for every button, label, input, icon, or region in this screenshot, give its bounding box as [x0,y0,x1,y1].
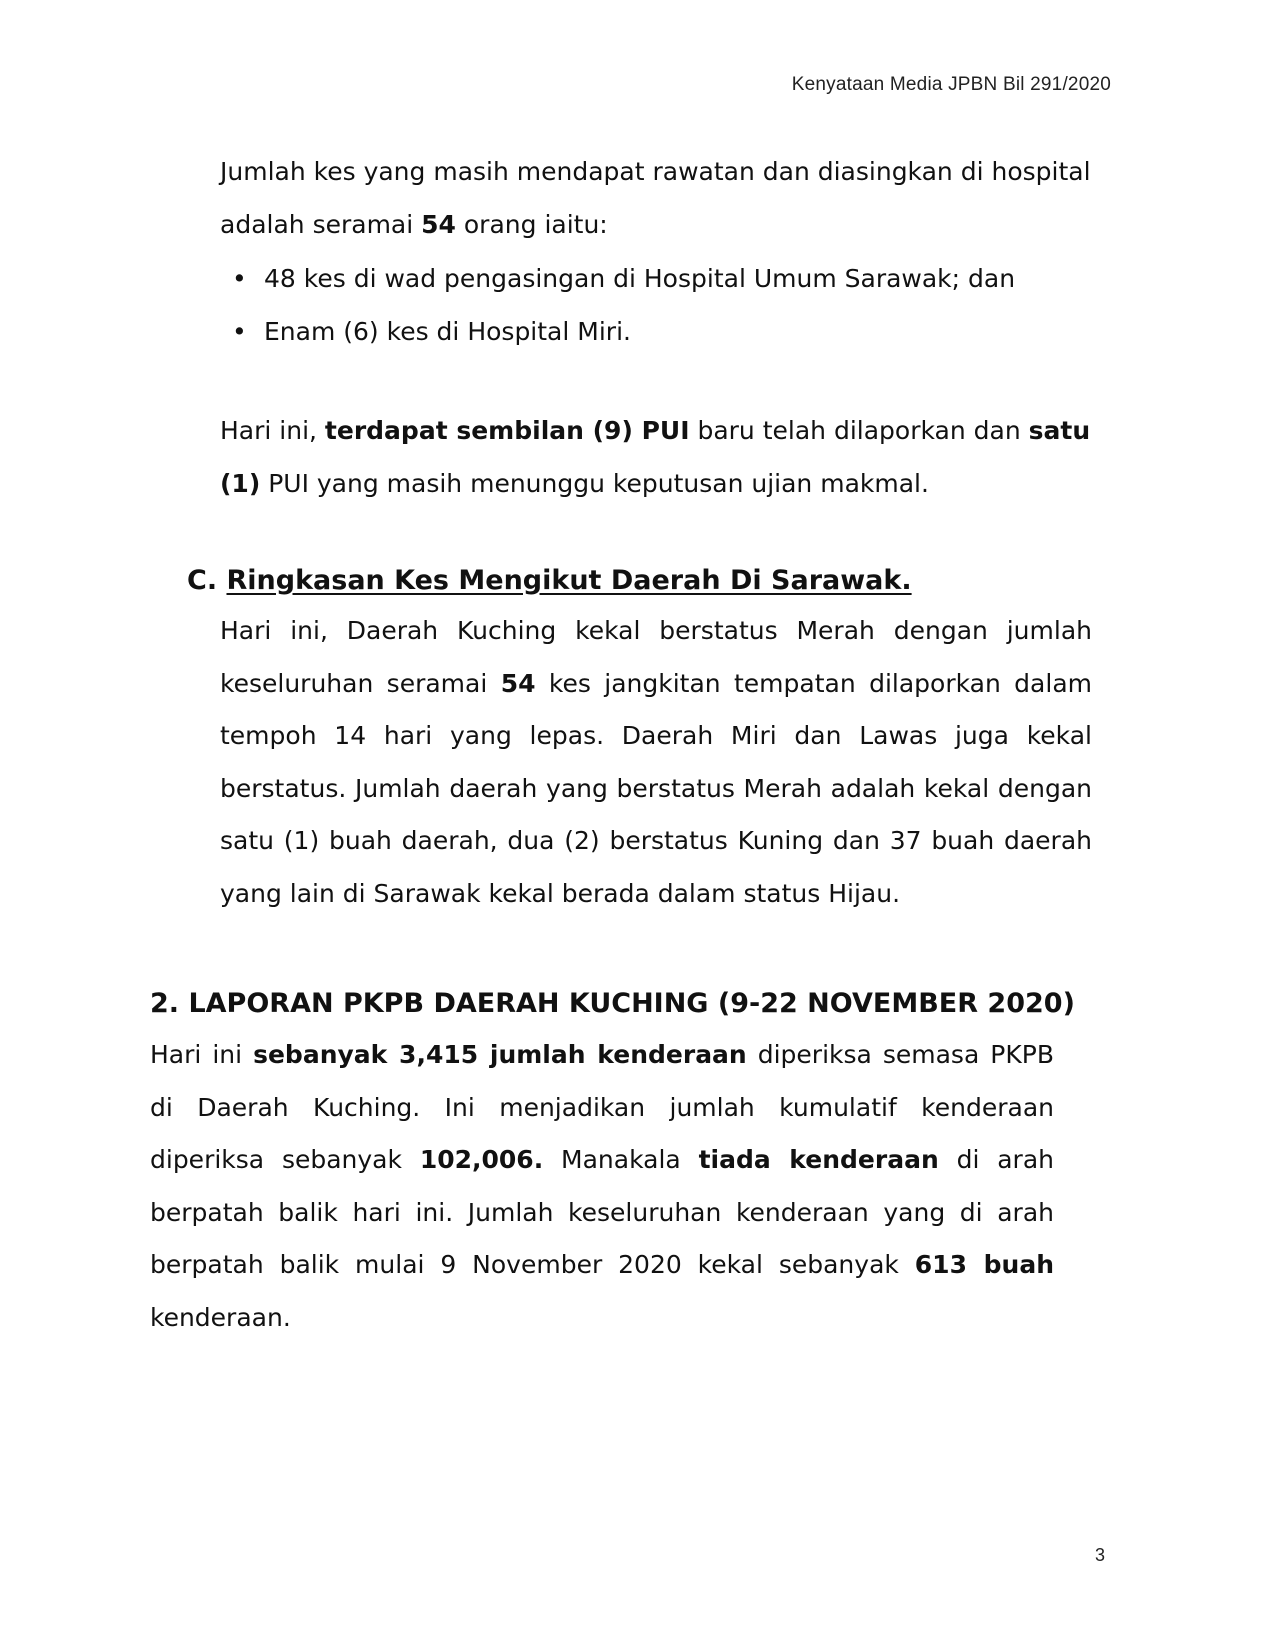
section-2-paragraph [150,1029,1054,1344]
section-c-heading [187,561,912,601]
pui-text-c: PUI yang masih menunggu keputusan ujian makmal. [260,468,929,498]
section-2-heading: 2. LAPORAN PKPB DAERAH KUCHING (9-22 NOVEMBER 2020) [150,988,1075,1019]
hospital-cases-text-b: orang iaitu: [455,209,608,239]
section-c-paragraph [220,605,1092,920]
section-c-case-total: 54 [500,668,536,698]
list-item: • 48 kes di wad pengasingan di Hospital Umum Sarawak; dan [224,253,1015,306]
section-2-turned-back-total: 613 buah [914,1250,1054,1279]
section-2-vehicles-checked: sebanyak 3,415 jumlah kenderaan [253,1040,747,1069]
page-number: 3 [1094,1545,1105,1565]
section-c-letter: C. [187,565,227,596]
section-c-text-a: Hari ini, Daerah Kuching kekal berstatus Merah dengan jumlah keseluruhan seramai [220,616,1092,698]
pui-new-count: terdapat sembilan (9) PUI [324,416,690,445]
section-2-text-d: di arah berpatah balik hari ini. Jumlah keseluruhan kenderaan yang di arah berpatah balik mulai 9 November 2020 kekal sebanyak [150,1145,1054,1279]
hospital-cases-total: 54 [421,209,456,239]
section-2-text-a: Hari ini [150,1040,254,1069]
section-2-text-c: Manakala [543,1145,699,1174]
list-item: • Enam (6) kes di Hospital Miri. [224,306,1015,359]
section-2-cumulative-total: 102,006. [419,1145,544,1174]
pui-text-a: Hari ini, [220,416,325,445]
section-c-text-b: kes jangkitan tempatan dilaporkan dalam tempoh 14 hari yang lepas. Daerah Miri dan Lawas juga kekal berstatus. Jumlah daerah yang berstatus Merah adalah kekal dengan satu (1) buah daerah, dua (2) berstatus Kuning dan 37 buah daerah yang lain di Sarawak kekal berada dalam status Hijau. [220,668,1092,908]
section-2-no-vehicles: tiada kenderaan [698,1145,939,1174]
section-c-title: Ringkasan Kes Mengikut Daerah Di Sarawak. [226,565,912,596]
hospital-cases-list [224,253,1015,358]
section-2-text-e: kenderaan. [150,1302,291,1332]
hospital-cases-paragraph [220,146,1105,251]
hospital-cases-text-a: Jumlah kes yang masih mendapat rawatan dan diasingkan di hospital adalah seramai [220,157,1091,239]
section-2-text-b: diperiksa semasa PKPB di Daerah Kuching. Ini menjadikan jumlah kumulatif kenderaan diperiksa sebanyak [150,1040,1054,1174]
pui-text-b: baru telah dilaporkan dan [689,416,1029,445]
document-header: Kenyataan Media JPBN Bil 291/2020 [791,74,1111,95]
pui-paragraph [220,405,1105,510]
pui-pending-count: satu (1) [220,416,1091,498]
